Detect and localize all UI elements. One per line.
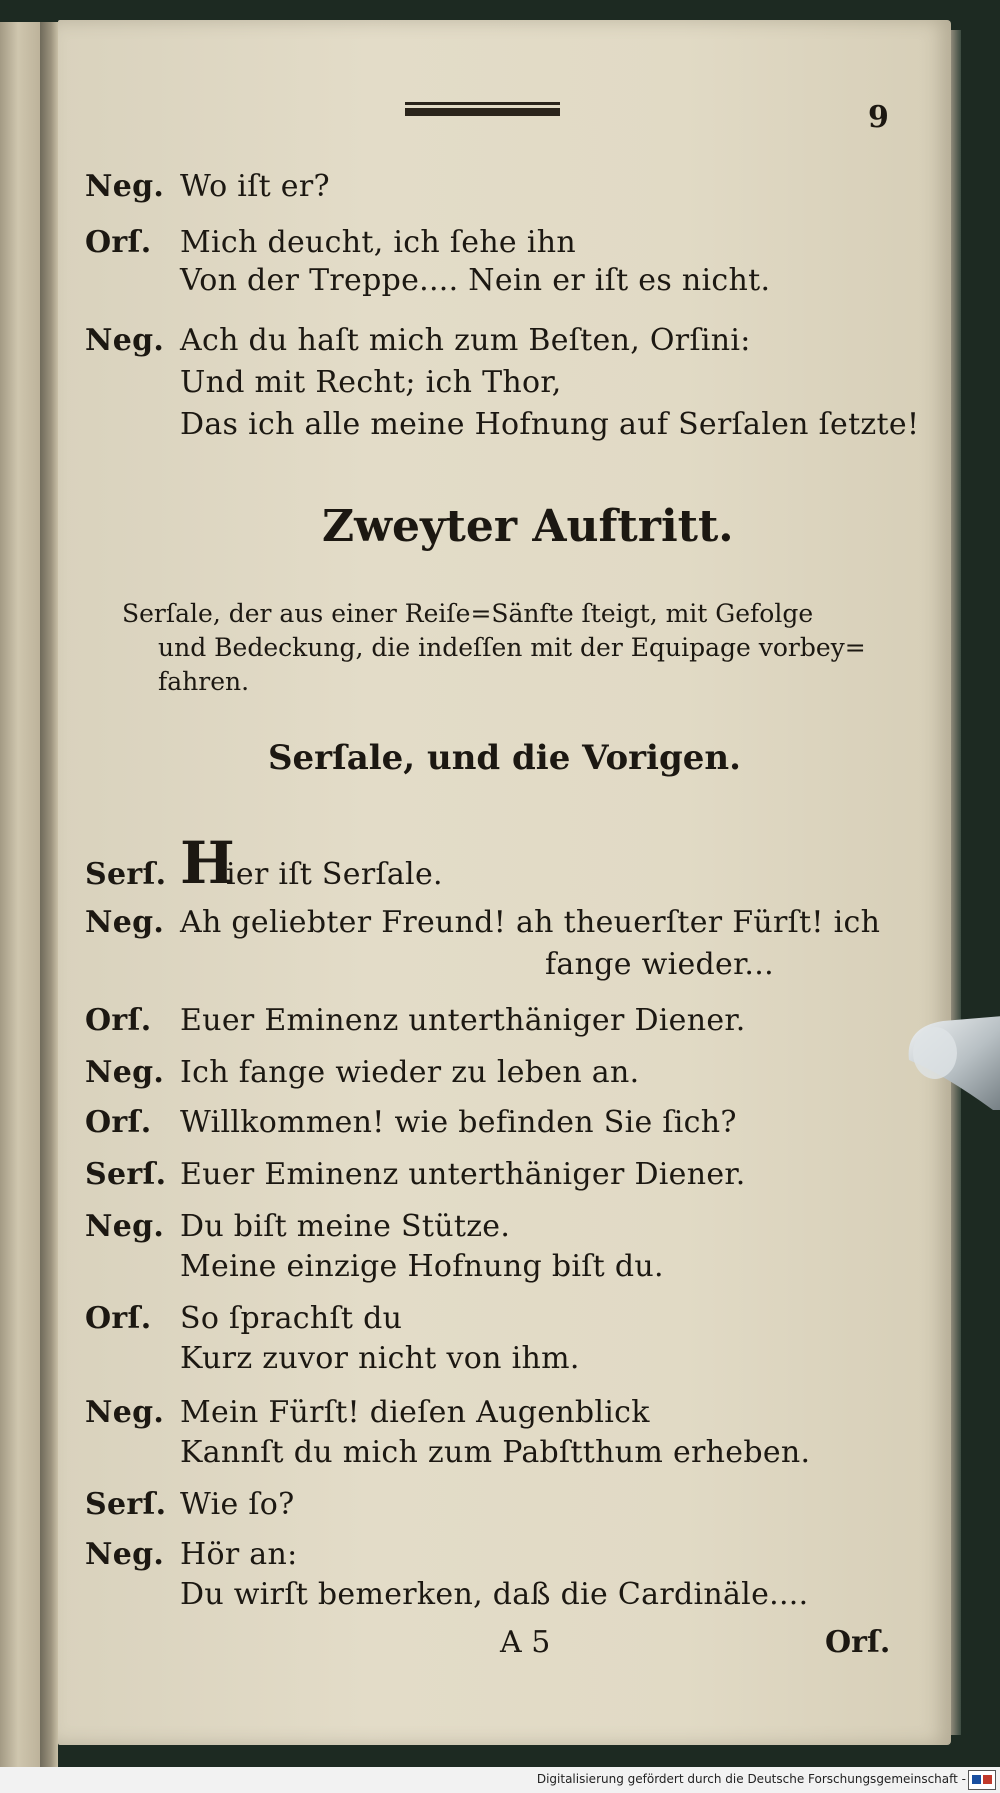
dialogue-line: Von der Treppe.... Nein er iſt es nicht. [180, 263, 771, 298]
speaker-label: Neg. [85, 323, 165, 358]
dialogue-line: Euer Eminenz unterthäniger Diener. [180, 1157, 746, 1192]
speaker-label: Orſ. [85, 1301, 152, 1336]
footer-bar [0, 1767, 1000, 1793]
dialogue-line: Ach du haſt mich zum Beſten, Orſini: [180, 323, 751, 358]
facing-page-strip [0, 22, 40, 1767]
catchword: Orſ. [825, 1625, 891, 1660]
footer-credit: Digitalisierung gefördert durch die Deutsche Forschungsgemeinschaft - [536, 1772, 966, 1786]
speaker-label: Neg. [85, 169, 165, 204]
dialogue-line: Du wirſt bemerken, daß die Cardinäle.... [180, 1577, 809, 1612]
dialogue-line: Wo iſt er? [180, 169, 330, 204]
dialogue-line: Mein Fürſt! dieſen Augenblick [180, 1395, 650, 1430]
page-number: 9 [868, 100, 889, 135]
dialogue-line: Ich fange wieder zu leben an. [180, 1055, 640, 1090]
speaker-label: Neg. [85, 905, 165, 940]
scene-heading: Zweyter Auftritt. [322, 501, 734, 552]
page-edge [951, 30, 961, 1735]
dialogue-line: Wie ſo? [180, 1487, 295, 1522]
scanner-clip [905, 1015, 1000, 1115]
dialogue-line: Du biſt meine Stütze. [180, 1209, 511, 1244]
speaker-label: Orſ. [85, 225, 152, 260]
speaker-label: Neg. [85, 1395, 165, 1430]
dialogue-line: Kannſt du mich zum Pabſtthum erheben. [180, 1435, 811, 1470]
speaker-label: Serſ. [85, 857, 167, 892]
speaker-label: Neg. [85, 1055, 165, 1090]
dialogue-line: Das ich alle meine Hofnung auf Serſalen ſetzte! [180, 407, 920, 442]
dialogue-line: Meine einzige Hofnung biſt du. [180, 1249, 664, 1284]
speaker-label: Orſ. [85, 1003, 152, 1038]
header-rule [405, 102, 560, 118]
book-gutter [40, 22, 58, 1767]
dialogue-line: Euer Eminenz unterthäniger Diener. [180, 1003, 746, 1038]
stage-line: fahren. [158, 667, 250, 696]
dialogue-line: Und mit Recht; ich Thor, [180, 365, 562, 400]
dialogue-line: Hör an: [180, 1537, 298, 1572]
stage-line: und Bedeckung, die indeſſen mit der Equipage vorbey= [158, 633, 866, 662]
dialogue-line: Willkommen! wie befinden Sie ſich? [180, 1105, 737, 1140]
dialogue-line: fange wieder... [545, 947, 774, 982]
drop-initial: H [180, 829, 236, 897]
dialogue-line: Ah geliebter Freund! ah theuerſter Fürſt! ich [180, 905, 881, 940]
dialogue-line: Mich deucht, ich ſehe ihn [180, 225, 576, 260]
dialogue-line: So ſprachſt du [180, 1301, 403, 1336]
dialogue-line: Kurz zuvor nicht von ihm. [180, 1341, 580, 1376]
speaker-label: Orſ. [85, 1105, 152, 1140]
speaker-label: Neg. [85, 1209, 165, 1244]
dialogue-line: ier iſt Serſale. [226, 857, 443, 892]
dfg-logo-icon [968, 1770, 996, 1790]
stage-line: Serſale, der aus einer Reiſe=Sänfte ſteigt, mit Gefolge [122, 599, 814, 628]
speaker-label: Serſ. [85, 1157, 167, 1192]
characters-heading: Serſale, und die Vorigen. [268, 738, 741, 778]
signature-mark: A 5 [500, 1625, 551, 1660]
speaker-label: Neg. [85, 1537, 165, 1572]
speaker-label: Serſ. [85, 1487, 167, 1522]
